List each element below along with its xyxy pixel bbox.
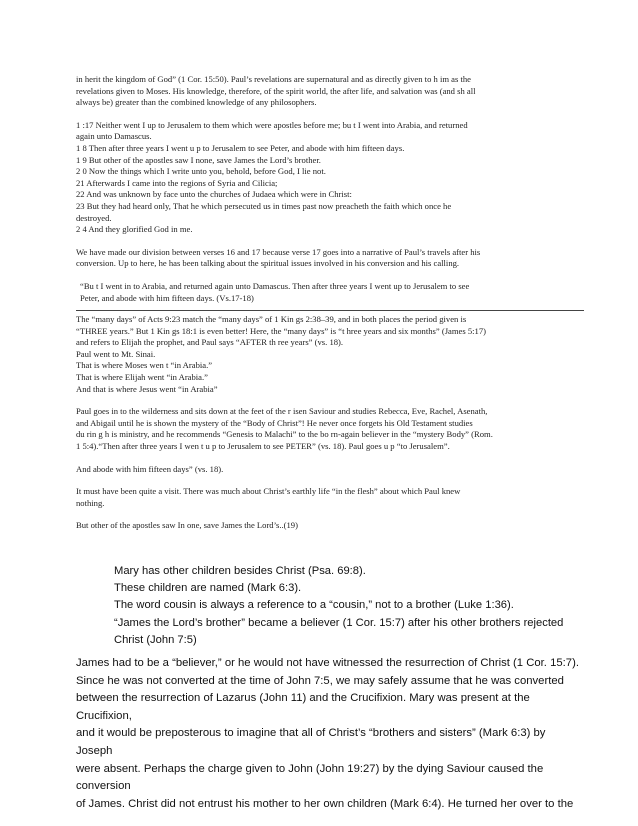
list-item: These children are named (Mark 6:3). <box>114 582 302 595</box>
verse-line: 21 Afterwards I came into the regions of Syria and Cilicia; <box>76 177 278 188</box>
verse-line: again unto Damascus. <box>76 131 152 142</box>
text-line: James had to be a “believer,” or he would not have witnessed the resurrection of Christ (1 Cor. 15:7). <box>76 657 579 669</box>
list-item: The word cousin is always a reference to a “cousin,” not to a brother (Luke 1:36). <box>114 599 514 612</box>
text-line: It must have been quite a visit. There was much about Christ’s earthly life “in the flesh” about which Paul knew <box>76 486 461 497</box>
text-line: du rin g h is ministry, and he recommends “Genesis to Malachi” to the bo rn-again believer in the “mystery Body” (Rom. <box>76 429 493 440</box>
text-line: 1 5:4).“Then after three years I wen t u p to Jerusalem to see PETER” (vs. 18). Paul goes u p “to Jerusalem”. <box>76 441 450 452</box>
verse-line: 1 :17 Neither went I up to Jerusalem to them which were apostles before me; bu t I went into Arabia, and returned <box>76 119 468 130</box>
text-line: were absent. Perhaps the charge given to John (John 19:27) by the dying Saviour caused the conversion <box>76 762 544 793</box>
text-line: and refers to Elijah the prophet, and Paul says “AFTER th ree years” (vs. 18). <box>76 337 344 348</box>
paragraph-visit <box>76 486 584 509</box>
text-line: Peter, and abode with him fifteen days. (Vs.17-18) <box>80 292 254 303</box>
text-line: conversion. Up to here, he has been talking about the spiritual issues involved in his conversion and his calling. <box>76 258 460 269</box>
verse-line: 2 0 Now the things which I write unto you, behold, before God, I lie not. <box>76 166 326 177</box>
body-text-serif <box>76 74 584 532</box>
text-line: Paul went to Mt. Sinai. <box>76 348 156 359</box>
paragraph-other-apostles <box>76 520 584 532</box>
text-line: We have made our division between verses 16 and 17 because verse 17 goes into a narrative of Paul’s travels after his <box>76 246 481 257</box>
verse-line: 2 4 And they glorified God in me. <box>76 224 193 235</box>
list-item: Christ (John 7:5) <box>114 633 197 646</box>
text-line: Paul goes in to the wilderness and sits down at the feet of the r isen Saviour and studies Rebecca, Eve, Rachel, Asenath, <box>76 406 488 417</box>
text-line: and it would be preposterous to imagine that all of Christ’s “brothers and sisters” (Mark 6:3) by Joseph <box>76 727 546 757</box>
body-text-sans <box>76 655 584 813</box>
text-line: The “many days” of Acts 9:23 match the “many days” of 1 Kin gs 2:38–39, and in both places the period given is <box>76 314 467 325</box>
scripture-verses <box>76 120 584 236</box>
verse-line: destroyed. <box>76 212 112 223</box>
verse-line: 1 9 But other of the apostles saw I none, save James the Lord’s brother. <box>76 154 321 165</box>
text-line: of James. Christ did not entrust his mother to her own children (Mark 6:4). He turned her over to the <box>76 797 574 810</box>
text-line: nothing. <box>76 497 105 508</box>
text-line: And abode with him fifteen days” (vs. 18). <box>76 463 224 474</box>
text-line: revelations given to Moses. His knowledge, therefore, of the spirit world, the after life, and salvation was (and sh all <box>76 85 476 96</box>
text-line: and Abigail until he is shown the mystery of the “Body of Christ”! He never once forgets his Old Testament studies <box>76 417 473 428</box>
text-line: between the resurrection of Lazarus (John 11) and the Crucifixion. Mary was present at the Crucifixion, <box>76 692 530 722</box>
list-item: “James the Lord’s brother” became a believer (1 Cor. 15:7) after his other brothers rejected <box>114 616 564 629</box>
list-item: Mary has other children besides Christ (Psa. 69:8). <box>114 565 366 577</box>
paragraph-division <box>76 247 584 270</box>
text-line: “Bu t I went in to Arabia, and returned again unto Damascus. Then after three years I went up to Jerusalem to see <box>80 280 470 291</box>
verse-line: 23 But they had heard only, That he which persecuted us in times past now preacheth the faith which once he <box>76 200 452 211</box>
paragraph-revelations <box>76 74 584 109</box>
verse-line: 1 8 Then after three years I went u p to Jerusalem to see Peter, and abode with him fifteen days. <box>76 142 405 153</box>
paragraph-many-days <box>76 314 584 395</box>
text-line: in herit the kingdom of God” (1 Cor. 15:50). Paul’s revelations are supernatural and as directly given to h im as the <box>76 74 471 84</box>
paragraph-wilderness <box>76 406 584 452</box>
indented-list <box>114 563 584 649</box>
text-line: always be) greater than the combined knowledge of any philosophers. <box>76 97 317 108</box>
text-line: “THREE years.” But 1 Kin gs 18:1 is even better! Here, the “many days” is “t hree years and six months” (James 5:17) <box>76 325 486 336</box>
text-line: That is where Elijah went “in Arabia.” <box>76 372 208 383</box>
horizontal-rule <box>76 310 584 311</box>
text-line: And that is where Jesus went “in Arabia” <box>76 383 218 394</box>
quote-arabia <box>76 281 584 304</box>
text-line: But other of the apostles saw In one, save James the Lord’s..(19) <box>76 520 298 531</box>
text-line: Since he was not converted at the time of John 7:5, we may safely assume that he was converted <box>76 674 564 687</box>
verse-line: 22 And was unknown by face unto the churches of Judaea which were in Christ: <box>76 189 352 200</box>
paragraph-abode <box>76 464 584 476</box>
text-line: That is where Moses wen t “in Arabia.” <box>76 360 213 371</box>
